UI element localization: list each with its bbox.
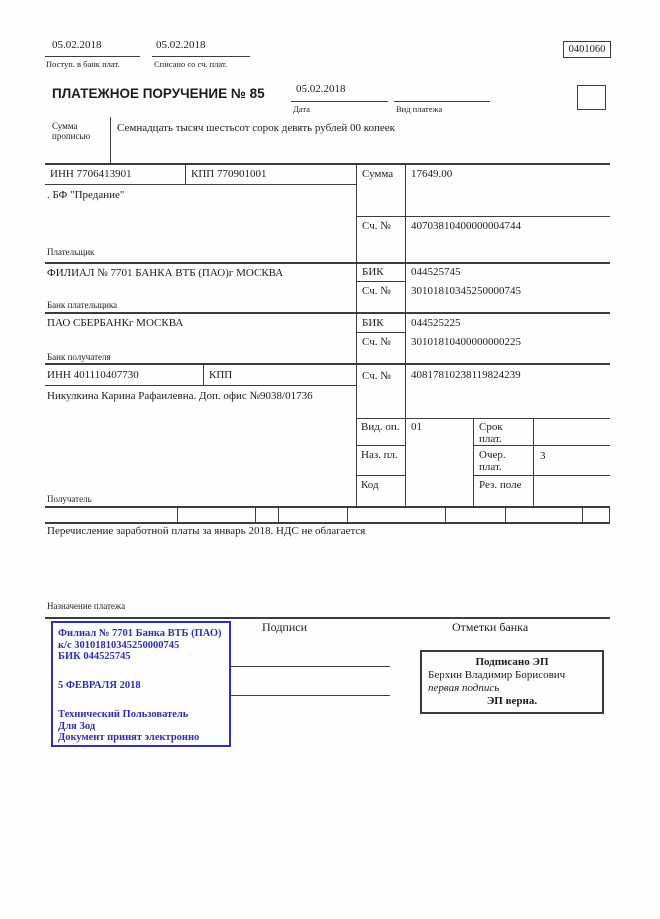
bank-stamp-box [51,621,231,747]
divider [473,418,474,506]
beneficiary-bank-name: ПАО СБЕРБАНКг МОСКВА [47,317,184,329]
beneficiary-bank-account: 30101810400000000225 [411,336,521,348]
esign-stamp-box [420,650,604,714]
divider [185,163,186,184]
table-border [45,163,610,165]
form-code: 0401060 [568,44,606,55]
esign-signature-kind: первая подпись [428,682,500,694]
order-value: 3 [540,450,546,462]
esign-name: Берхин Владимир Борисович [428,669,566,681]
divider [356,163,357,506]
purpose-section-label: Назначение платежа [47,601,126,611]
sum-label: Сумма [362,168,394,180]
date-debited-value: 05.02.2018 [156,39,206,51]
beneficiary-name: Никулкина Карина Рафаилевна. Доп. офис №9038/01736 [47,390,313,402]
divider [533,418,534,506]
divider [45,506,610,508]
payer-account-label: Сч. № [362,220,391,232]
divider [356,281,405,282]
divider [347,506,348,522]
divider [255,506,256,522]
beneficiary-bank-account-label: Сч. № [362,336,391,348]
divider [405,163,406,506]
date-received-label: Поступ. в банк плат. [46,59,120,69]
divider [291,101,388,102]
divider [445,506,446,522]
beneficiary-bank-bik: 044525225 [411,317,461,329]
divider [356,216,610,217]
purpose-code-label: Наз. пл. [361,449,398,461]
divider [45,262,610,264]
code-label: Код [361,479,379,491]
signatures-label: Подписи [262,620,308,634]
divider [45,363,610,365]
divider [473,475,610,476]
payer-bank-bik-label: БИК [362,266,384,278]
payer-bank-account-label: Сч. № [362,285,391,297]
signature-line [231,695,390,696]
beneficiary-inn: ИНН 401110407730 [47,369,139,381]
esign-title: Подписано ЭП [475,656,549,668]
divider [582,506,583,522]
reserve-label: Рез. поле [479,479,522,491]
amount-words-value: Семнадцать тысяч шестьсот сорок девять рублей 00 копеек [117,122,395,134]
divider [45,56,140,57]
stamp-note: Документ принят электронно [58,732,200,743]
op-type-label: Вид. оп. [361,421,400,433]
form-code-box [563,41,611,58]
payer-bank-section-label: Банк плательщика [47,300,118,310]
stamp-bank-name: Филиал № 7701 Банка ВТБ (ПАО) [58,628,222,639]
stamp-corr-account: к/с 30101810345250000745 [58,639,180,651]
signature-line [231,666,390,667]
divider [505,506,506,522]
payment-type-label: Вид платежа [396,104,443,114]
document-title: ПЛАТЕЖНОЕ ПОРУЧЕНИЕ № 85 [52,86,265,101]
beneficiary-kpp-label: КПП [209,369,233,381]
purpose-text: Перечисление заработной платы за январь 2018. НДС не облагается [47,525,366,537]
stamp-user: Технический Пользователь Для Зод [58,709,189,732]
payment-type-box [577,85,606,110]
stamp-bik: БИК 044525745 [58,651,131,662]
divider [177,506,178,522]
beneficiary-account: 40817810238119824239 [411,369,521,381]
divider [203,363,204,385]
date-received-value: 05.02.2018 [52,39,102,51]
divider [356,418,610,419]
document-date-value: 05.02.2018 [296,83,346,95]
term-label: Срок плат. [479,421,503,446]
stamp-date: 5 ФЕВРАЛЯ 2018 [58,679,141,691]
divider [356,475,405,476]
sum-value: 17649.00 [411,168,453,180]
op-type-value: 01 [411,421,422,433]
divider [152,56,250,57]
amount-words-label: Сумма прописью [52,121,91,142]
date-label: Дата [293,104,310,114]
divider [45,184,356,185]
divider [45,385,356,386]
date-debited-label: Списано со сч. плат. [154,59,228,69]
beneficiary-bank-section-label: Банк получателя [47,352,111,362]
divider [45,617,610,619]
payer-account: 40703810400000004744 [411,220,521,232]
payer-section-label: Плательщик [47,247,95,257]
divider [356,332,405,333]
payer-kpp: КПП 770901001 [191,168,267,180]
divider [609,506,610,522]
divider [278,506,279,522]
beneficiary-bank-bik-label: БИК [362,317,384,329]
divider [110,117,111,164]
beneficiary-section-label: Получатель [47,494,92,504]
beneficiary-account-label: Сч. № [362,370,391,382]
payer-name: . БФ "Предание" [47,189,125,201]
payer-inn: ИНН 7706413901 [50,168,132,180]
divider [356,445,405,446]
payer-bank-bik: 044525745 [411,266,461,278]
divider [394,101,490,102]
divider [45,312,610,314]
esign-verified: ЭП верна. [486,695,538,707]
order-label: Очер. плат. [479,449,506,474]
bank-marks-label: Отметки банка [452,620,529,634]
payer-bank-account: 30101810345250000745 [411,285,521,297]
divider [45,522,610,524]
payer-bank-name: ФИЛИАЛ № 7701 БАНКА ВТБ (ПАО)г МОСКВА [47,267,284,279]
